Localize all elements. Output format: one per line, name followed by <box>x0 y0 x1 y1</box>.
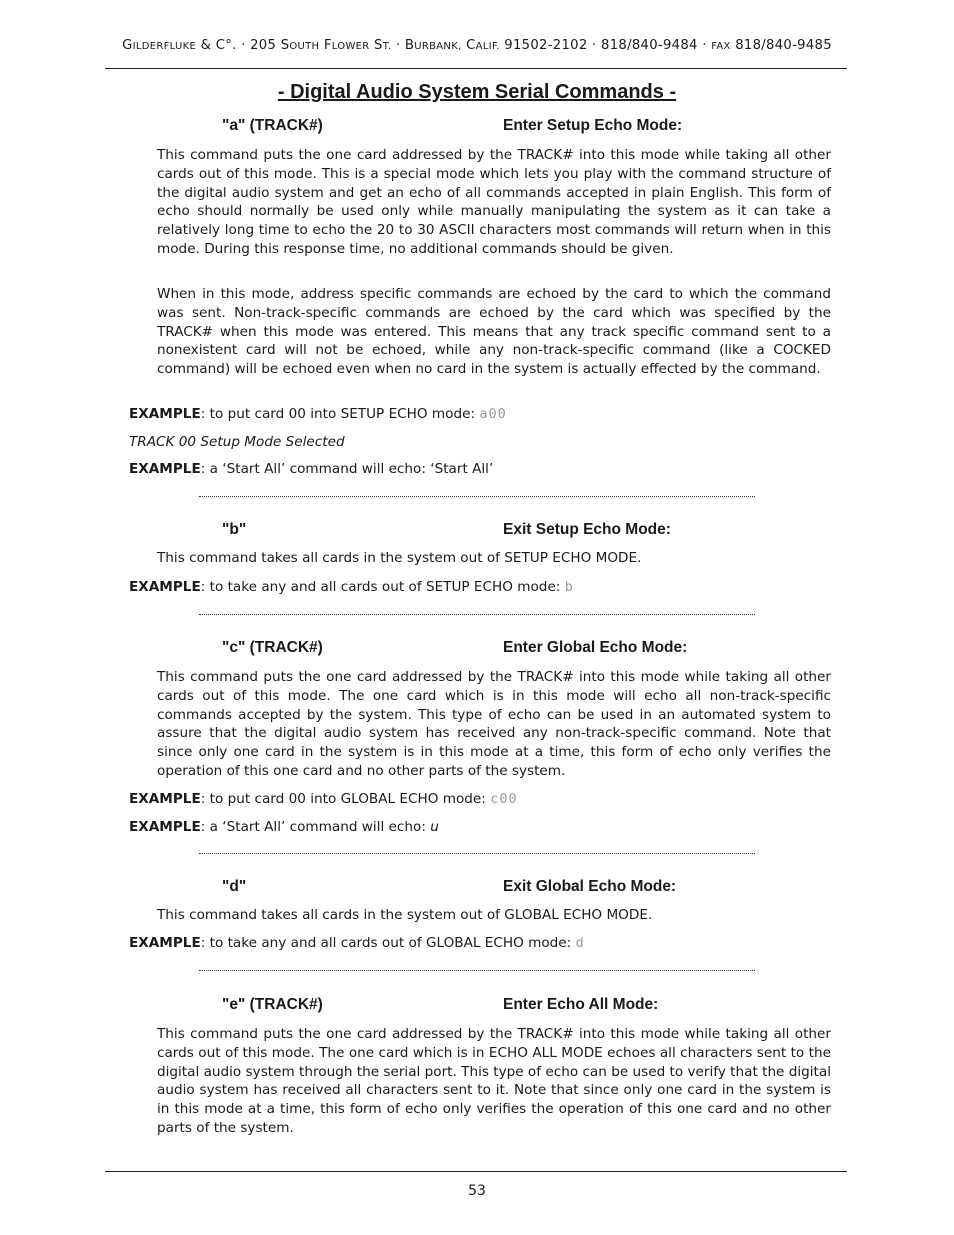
paragraph: This command puts the one card addressed by the TRACK# into this mode while taking all other cards out of this mode. The one card which is in this mode will echo all non-track-specific commands accepted by the system. This type of echo can be used in an automated system to assure that the digital audio system has received any non-track-specific command. Note that since only one card in the system is in this mode at a time, this form of echo only verifies the operation of this one card and no other parts of the system. <box>157 669 831 779</box>
separator: · <box>592 38 597 53</box>
company-amp: & C <box>200 38 226 53</box>
example-label: EXAMPLE <box>129 579 201 595</box>
command-name: Enter Echo All Mode: <box>503 996 659 1013</box>
company-degree: °. <box>225 38 237 53</box>
lcd-code: c00 <box>490 791 518 807</box>
command-code: "b" <box>222 521 247 538</box>
example-line <box>129 405 507 424</box>
dotted-separator <box>199 614 755 615</box>
separator: · <box>395 38 401 53</box>
dotted-separator <box>199 970 755 971</box>
lcd-code: b <box>564 579 574 595</box>
command-code: "c" (TRACK#) <box>222 639 323 656</box>
example-text: : a ‘Start All’ command will echo: ‘Start All’ <box>200 461 494 477</box>
example-text: : a ‘Start All’ command will echo: <box>200 819 431 835</box>
lcd-code: a00 <box>479 406 507 422</box>
street-s-rest: OUTH <box>289 41 320 52</box>
example-label: EXAMPLE <box>129 461 201 477</box>
command-heading-c <box>0 639 954 659</box>
street-number: 205 <box>250 38 277 53</box>
city-rest: URBANK, <box>414 41 462 52</box>
command-name: Enter Setup Echo Mode: <box>503 117 683 134</box>
company-name: ILDERFLUKE <box>132 41 197 52</box>
page-number: 53 <box>468 1183 486 1199</box>
example-echo: u <box>430 819 439 835</box>
header-rule <box>105 68 847 69</box>
separator: · <box>241 38 246 53</box>
command-name: Exit Setup Echo Mode: <box>503 521 671 538</box>
street-s: S <box>280 38 290 53</box>
example-label: EXAMPLE <box>129 406 201 422</box>
city-initial: B <box>404 38 415 53</box>
example-line <box>129 790 518 809</box>
dotted-separator <box>199 853 755 854</box>
command-heading-b <box>0 521 954 541</box>
separator: · <box>702 38 707 53</box>
command-heading-a <box>0 117 954 137</box>
command-heading-d <box>0 878 954 898</box>
street-st: S <box>374 38 383 53</box>
fax-number: 818/840-9485 <box>735 38 832 53</box>
example-text: : to put card 00 into SETUP ECHO mode: <box>200 406 480 422</box>
lcd-code: d <box>575 935 585 951</box>
phone-number: 818/840-9484 <box>601 38 698 53</box>
letterhead <box>108 38 846 53</box>
command-heading-e <box>0 996 954 1016</box>
footer-rule <box>105 1171 847 1172</box>
example-text: : to take any and all cards out of SETUP ECHO mode: <box>200 579 565 595</box>
example-line <box>129 818 439 837</box>
command-code: "e" (TRACK#) <box>222 996 323 1013</box>
dotted-separator <box>199 496 755 497</box>
state-rest: ALIF. <box>475 41 500 52</box>
command-name: Exit Global Echo Mode: <box>503 878 677 895</box>
paragraph: This command takes all cards in the system out of GLOBAL ECHO MODE. <box>157 907 653 923</box>
example-text: : to put card 00 into GLOBAL ECHO mode: <box>200 791 491 807</box>
paragraph: This command puts the one card addressed by the TRACK# into this mode while taking all other cards out of this mode. This is a special mode which lets you play with the command structure of the digital audio system and get an echo of all commands accepted in plain English. This form of echo should normally be used only while manually manipulating the system as it can take a relatively long time to echo the 20 to 30 ASCII characters most commands will return when in this mode. During this response time, no additional commands should be given. <box>157 147 831 257</box>
example-label: EXAMPLE <box>129 819 201 835</box>
example-text: : to take any and all cards out of GLOBAL ECHO mode: <box>200 935 576 951</box>
command-code: "d" <box>222 878 247 895</box>
example-line <box>129 934 585 953</box>
street-st-rest: T. <box>382 41 392 52</box>
page-title: - Digital Audio System Serial Commands - <box>277 81 677 103</box>
paragraph: When in this mode, address specific commands are echoed by the card to which the command was sent. Non-track-specific commands are echoed by the card which was specified by the TRACK# when this mode was entered. This means that any track specific command sent to a nonexistent card will not be echoed, while any non-track-specific command (like a COCKED command) will be echoed even when no card in the system is actually effected by the command. <box>157 286 831 378</box>
example-label: EXAMPLE <box>129 791 201 807</box>
company-initial: G <box>122 38 133 53</box>
example-label: EXAMPLE <box>129 935 201 951</box>
street-f-rest: LOWER <box>331 41 370 52</box>
example-note: TRACK 00 Setup Mode Selected <box>129 434 345 450</box>
fax-label: FAX <box>711 41 731 52</box>
paragraph: This command takes all cards in the system out of SETUP ECHO MODE. <box>157 550 642 566</box>
paragraph: This command puts the one card addressed by the TRACK# into this mode while taking all other cards out of this mode. The one card which is in ECHO ALL MODE echoes all characters sent to the digital audio system through the serial port. This type of echo can be used to verify that the digital audio system has received all characters sent to it. Note that since only one card in the system is in this mode at a time, this form of echo only verifies the operation of this one card and no other parts of the system. <box>157 1026 831 1136</box>
example-line <box>129 460 493 479</box>
state-initial: C <box>466 38 476 53</box>
example-line <box>129 578 574 597</box>
command-code: "a" (TRACK#) <box>222 117 323 134</box>
command-name: Enter Global Echo Mode: <box>503 639 688 656</box>
zip-code: 91502-2102 <box>504 38 588 53</box>
street-f: F <box>323 38 332 53</box>
